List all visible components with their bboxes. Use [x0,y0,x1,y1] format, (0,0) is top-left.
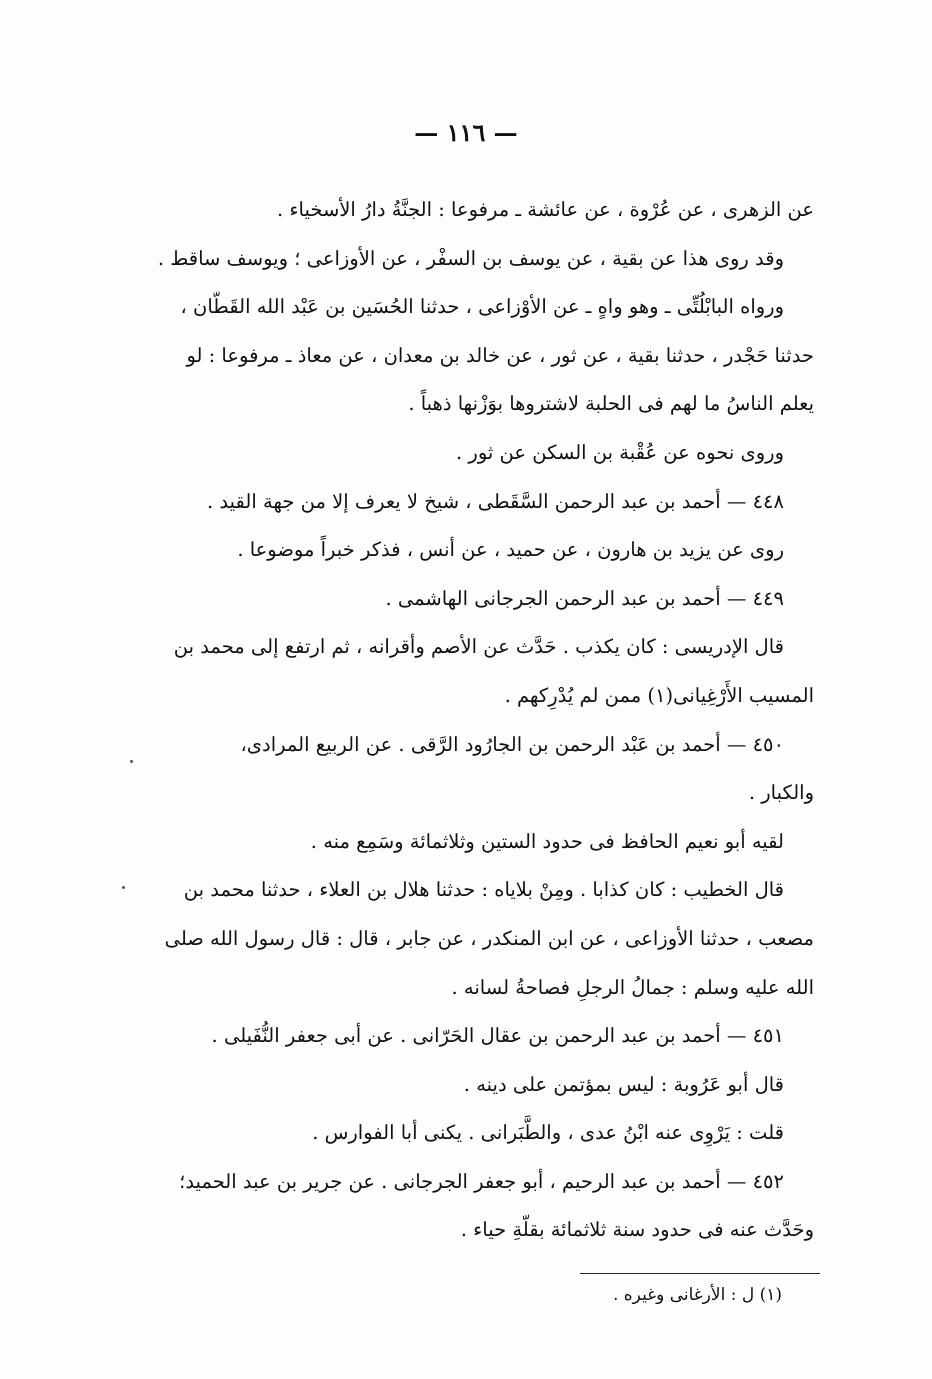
text-line: وروى نحوه عن عُقْبة بن السكن عن ثور . [456,440,784,464]
text-line: حدثنا حَجْدر ، حدثنا بقية ، عن ثور ، عن خالد بن معدان ، عن معاذ ـ مرفوعا : لو [186,343,814,367]
footnote-divider [580,1273,820,1274]
text-line: روى عن يزيد بن هارون ، عن حميد ، عن أنس ، فذكر خبراً موضوعا . [237,538,784,562]
ink-speck [122,886,125,889]
text-line: قال الإدريسى : كان يكذب . حَدَّث عن الأصم وأقرانه ، ثم ارتفع إلى محمد بن [173,635,784,659]
text-line: قلت : يَرْوِى عنه ابْنُ عدى ، والطَّبَرانى . يكنى أبا الفوارس . [312,1121,784,1145]
text-line: ٤٤٩ — أحمد بن عبد الرحمن الجرجانى الهاشمى . [385,586,784,610]
text-line: ورواه البابْلُتِّى ـ وهو واهٍ ـ عن الأوْزاعى ، حدثنا الحُسَين بن عَبْد الله القَطّان ، [180,295,784,319]
text-line: ٤٥٠ — أحمد بن عَبْد الرحمن بن الجارُود الرَّقى . عن الربيع المرادى، [240,732,784,756]
footnote: (١) ل : الأرغانى وغيره . [612,1285,782,1305]
text-line: وقد روى هذا عن بقية ، عن يوسف بن السفْر ، عن الأوزاعى ؛ ويوسف ساقط . [157,246,784,270]
text-line: قال أبو عَرُوبة : ليس بمؤتمن على دينه . [463,1072,784,1096]
text-line: المسيب الأَرْغِيانى(١) ممن لم يُدْرِكهم . [504,683,814,707]
text-line: ٤٥٢ — أحمد بن عبد الرحيم ، أبو جعفر الجرجانى . عن جرير بن عبد الحميد؛ [179,1169,784,1193]
text-line: مصعب ، حدثنا الأوزاعى ، عن ابن المنكدر ، عن جابر ، قال : قال رسول الله صلى [164,926,814,950]
page-number: — ١١٦ — [414,118,518,147]
text-line: ٤٤٨ — أحمد بن عبد الرحمن السَّقَطى ، شيخ لا يعرف إلا من جهة القيد . [207,489,784,513]
ink-speck [130,760,133,763]
text-line: وحَدَّث عنه فى حدود سنة ثلاثمائة بقلّةِ حياء . [460,1218,814,1242]
text-line: الله عليه وسلم : جمالُ الرجلِ فصاحةُ لسانه . [451,975,814,999]
text-line: يعلم الناسُ ما لهم فى الحلبة لاشتروها بوَزْنها ذهباً . [408,392,814,416]
text-line: ٤٥١ — أحمد بن عبد الرحمن بن عقال الحَرّانى . عن أبى جعفر النُّفَيلى . [211,1024,784,1048]
text-line: قال الخطيب : كان كذابا . ومِنْ بلاياه : حدثنا هلال بن العلاء ، حدثنا محمد بن [183,878,784,902]
text-line: عن الزهرى ، عن عُرْوة ، عن عائشة ـ مرفوعا : الجنَّةُ دارُ الأسخياء . [276,198,814,221]
body-text [114,186,814,1255]
text-line: والكبار . [748,781,814,805]
text-line: لقيه أبو نعيم الحافظ فى حدود الستين وثلاثمائة وسَمِع منه . [310,829,784,853]
